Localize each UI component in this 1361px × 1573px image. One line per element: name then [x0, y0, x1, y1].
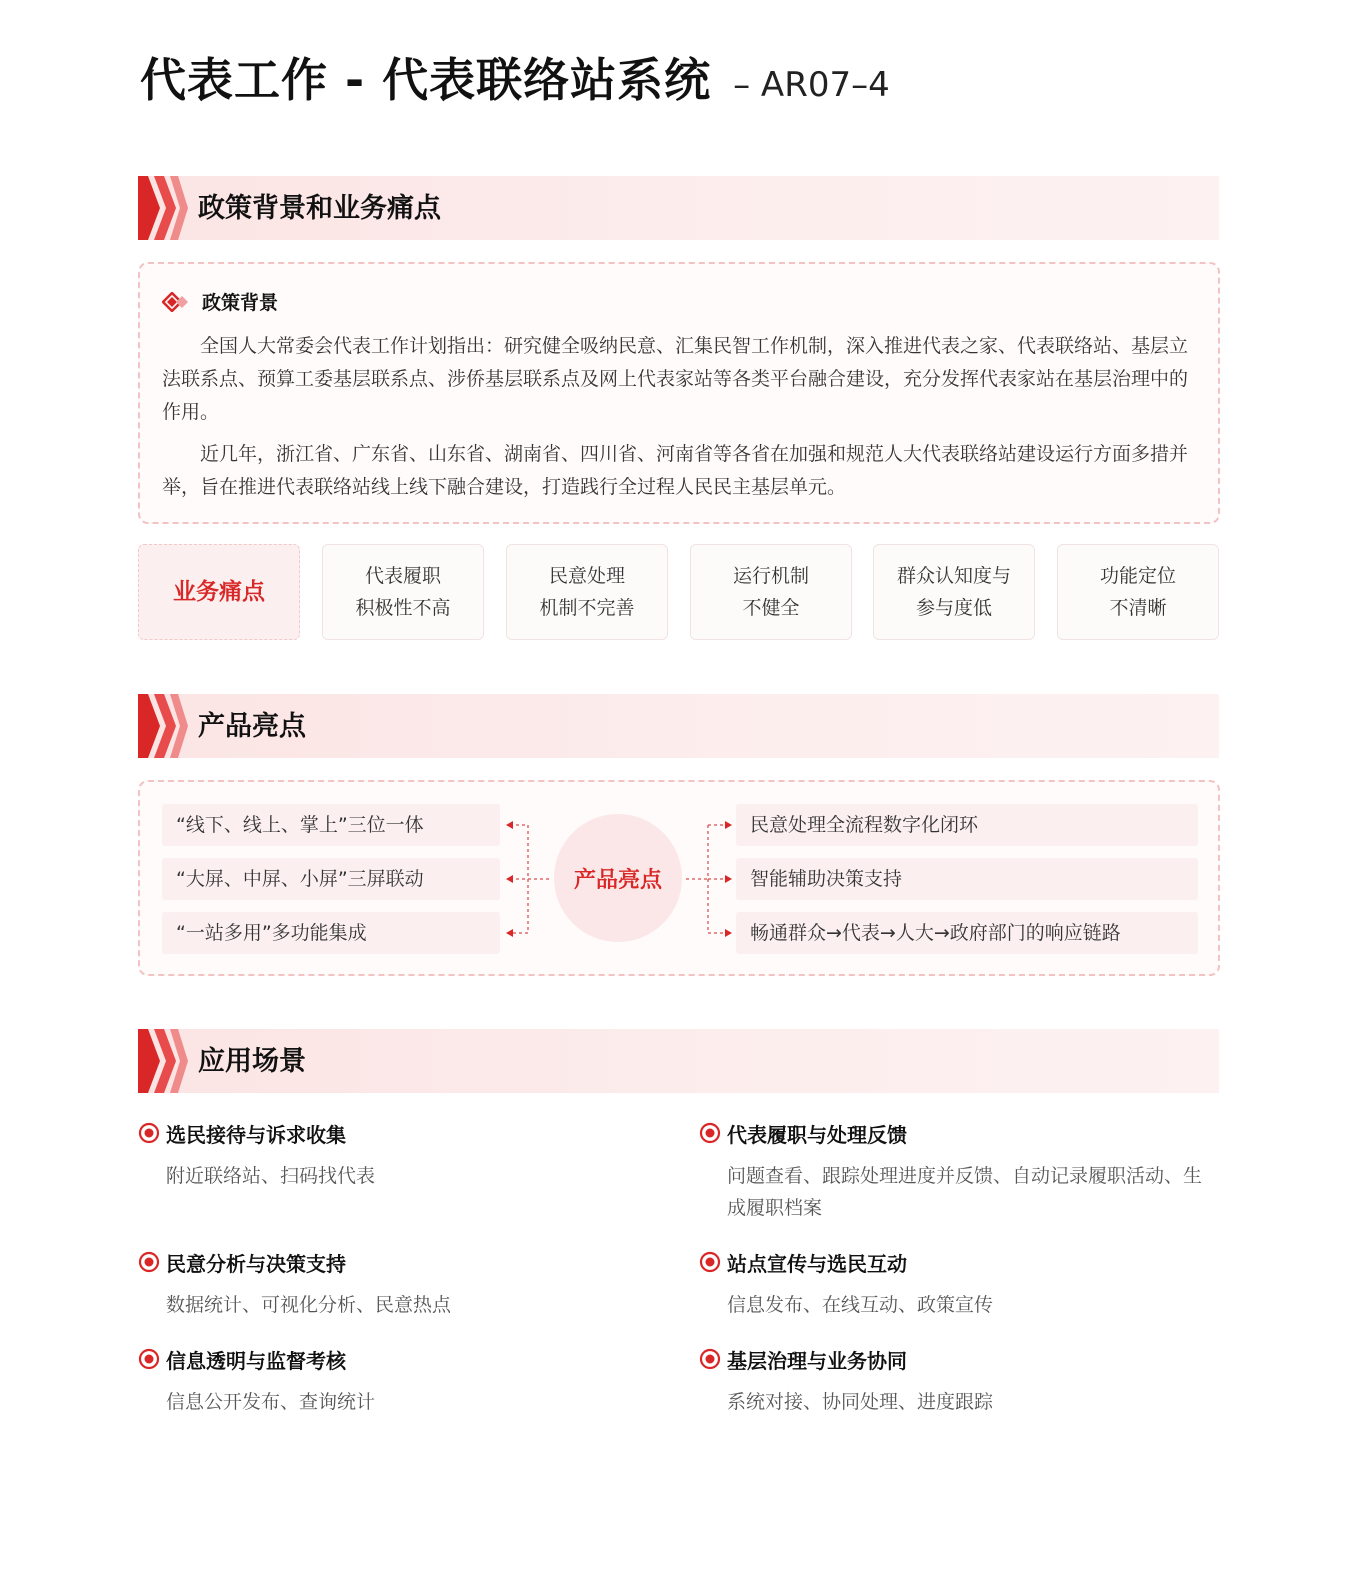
scene-item — [138, 1118, 658, 1192]
scene-desc: 附近联络站、扫码找代表 — [166, 1165, 376, 1187]
scene-title — [138, 1118, 658, 1148]
scene-item — [699, 1247, 1219, 1321]
highlight-center: 产品亮点 — [554, 814, 682, 942]
scene-item — [138, 1344, 658, 1418]
scene-title-text: 代表履职与处理反馈 — [727, 1122, 907, 1147]
target-dot-icon — [138, 1122, 160, 1144]
target-dot-icon — [138, 1251, 160, 1273]
target-dot-icon — [699, 1122, 721, 1144]
page-title-main: 代表工作 - 代表联络站系统 — [140, 53, 712, 107]
pain-point-card: 运行机制 不健全 — [690, 544, 852, 640]
highlight-left-item: “线下、线上、掌上”三位一体 — [162, 804, 500, 846]
scene-title-text: 站点宣传与选民互动 — [727, 1251, 907, 1276]
policy-background-box — [138, 262, 1220, 524]
scene-title-text: 基层治理与业务协同 — [727, 1348, 907, 1373]
scene-title-text: 民意分析与决策支持 — [166, 1251, 346, 1276]
scene-item — [699, 1344, 1219, 1418]
policy-sub-heading — [162, 288, 278, 315]
pain-points-label: 业务痛点 — [138, 544, 300, 640]
scene-desc: 问题查看、跟踪处理进度并反馈、自动记录履职活动、生成履职档案 — [727, 1165, 1203, 1219]
scene-desc: 数据统计、可视化分析、民意热点 — [166, 1294, 452, 1316]
policy-paragraph: 近几年，浙江省、广东省、山东省、湖南省、四川省、河南省等各省在加强和规范人大代表联络站建设运行方面多措并举，旨在推进代表联络站线上线下融合建设，打造践行全过程人民民主基层单元。 — [162, 443, 1189, 498]
pain-point-card: 功能定位 不清晰 — [1057, 544, 1219, 640]
highlight-right-item: 民意处理全流程数字化闭环 — [736, 804, 1198, 846]
policy-paragraph: 全国人大常委会代表工作计划指出：研究健全吸纳民意、汇集民智工作机制，深入推进代表之家、代表联络站、基层立法联系点、预算工委基层联系点、涉侨基层联系点及网上代表家站等各类平台融合建设，充分发挥代表家站在基层治理中的作用。 — [162, 335, 1189, 423]
target-dot-icon — [699, 1251, 721, 1273]
chevron-arrows-icon — [138, 176, 188, 240]
scene-title-text: 选民接待与诉求收集 — [166, 1122, 346, 1147]
scene-item — [138, 1247, 658, 1321]
scene-title-text: 信息透明与监督考核 — [166, 1348, 346, 1373]
scene-title — [699, 1118, 1219, 1148]
pain-point-card: 代表履职 积极性不高 — [322, 544, 484, 640]
chevron-arrows-icon — [138, 1029, 188, 1093]
section-header-policy — [138, 176, 1219, 240]
scene-desc: 信息发布、在线互动、政策宣传 — [727, 1294, 994, 1316]
chevron-arrows-icon — [138, 694, 188, 758]
section-header-scenes — [138, 1029, 1219, 1093]
highlight-left-item: “大屏、中屏、小屏”三屏联动 — [162, 858, 500, 900]
scene-title — [138, 1247, 658, 1277]
highlight-right-item: 智能辅助决策支持 — [736, 858, 1198, 900]
section-title: 政策背景和业务痛点 — [198, 193, 441, 224]
scene-title — [699, 1247, 1219, 1277]
section-title: 应用场景 — [198, 1046, 306, 1077]
highlight-left-item: “一站多用”多功能集成 — [162, 912, 500, 954]
scene-item — [699, 1118, 1219, 1224]
target-dot-icon — [699, 1348, 721, 1370]
pain-point-card: 民意处理 机制不完善 — [506, 544, 668, 640]
section-title: 产品亮点 — [198, 711, 306, 742]
target-dot-icon — [138, 1348, 160, 1370]
scene-title — [138, 1344, 658, 1374]
highlights-box — [138, 780, 1220, 976]
pain-point-card: 群众认知度与 参与度低 — [873, 544, 1035, 640]
policy-sub-title: 政策背景 — [202, 292, 279, 314]
scene-desc: 系统对接、协同处理、进度跟踪 — [727, 1391, 994, 1413]
section-header-highlights — [138, 694, 1219, 758]
page-title — [140, 44, 890, 107]
highlight-right-item: 畅通群众→代表→人大→政府部门的响应链路 — [736, 912, 1198, 954]
page-title-code: – AR07–4 — [733, 65, 890, 105]
scene-desc: 信息公开发布、查询统计 — [166, 1391, 376, 1413]
pain-points-row — [138, 544, 1219, 640]
scene-title — [699, 1344, 1219, 1374]
diamond-icon — [162, 292, 196, 312]
